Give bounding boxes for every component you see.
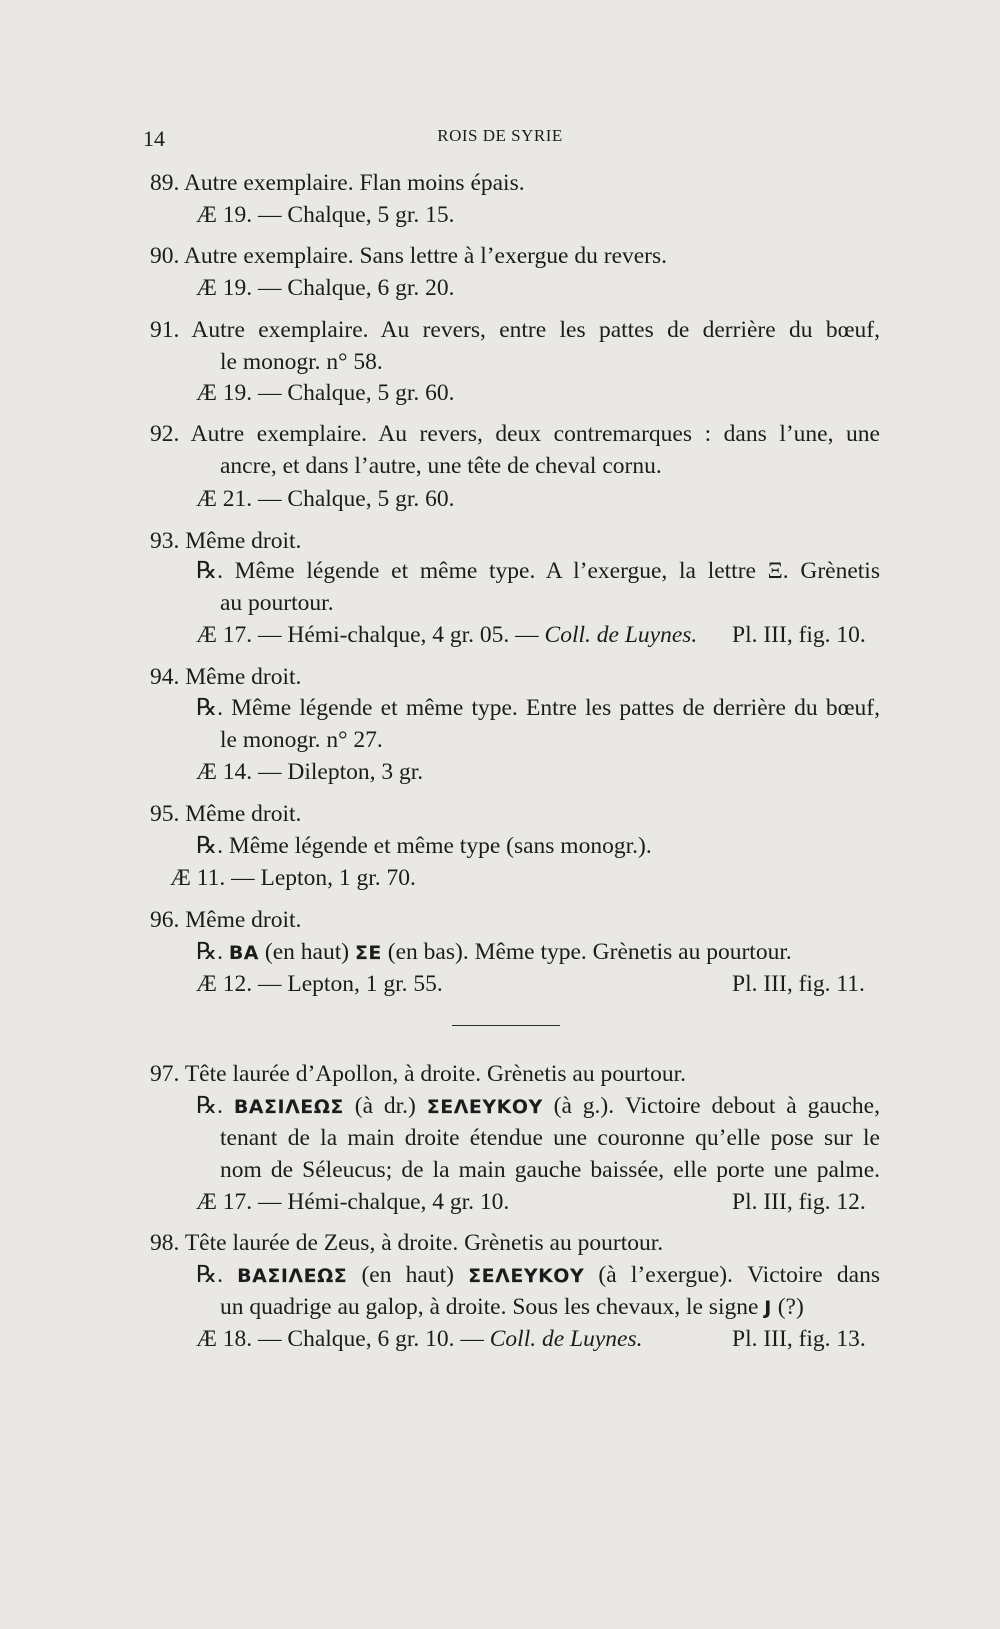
entry-92-line-1: 92. Autre exemplaire. Au revers, deux contremarques : dans l’une, une — [150, 421, 880, 447]
entry-93-line-3: au pourtour. — [220, 590, 334, 616]
entry-98-weight: Æ 18. — Chalque, 6 gr. 10. — — [196, 1326, 490, 1352]
entry-97-line-3: tenant de la main droite étendue une couronne qu’elle pose sur le — [220, 1125, 880, 1151]
entry-91-line-3: Æ 19. — Chalque, 5 gr. 60. — [196, 380, 455, 406]
entry-98-collection: Coll. de Luynes. — [489, 1326, 643, 1352]
entry-92-line-2: ancre, et dans l’autre, une tête de cheval cornu. — [220, 453, 662, 479]
entry-94-line-4: Æ 14. — Dilepton, 3 gr. — [196, 759, 424, 785]
entry-93-collection: Coll. de Luynes. — [544, 622, 698, 648]
entry-98-query: (?) — [771, 1294, 804, 1320]
entry-97-description: (à g.). Victoire debout à gauche, — [542, 1093, 880, 1119]
greek-legend: ΣΕΛΕΥΚΟΥ — [468, 1265, 585, 1287]
greek-legend: ΒΑΣΙΛΕΩΣ — [233, 1096, 344, 1118]
greek-legend: ΣΕΛΕΥΚΟΥ — [426, 1096, 543, 1118]
entry-94-line-2: ℞. Même légende et même type. Entre les pattes de derrière du bœuf, — [196, 695, 880, 721]
entry-93-line-4 — [196, 620, 697, 650]
running-title: ROIS DE SYRIE — [437, 126, 563, 145]
entry-97-line-2 — [196, 1091, 880, 1122]
entry-97-plate-ref: Pl. III, fig. 12. — [732, 1189, 866, 1215]
entry-96-description: (en bas). Même type. Grènetis au pourtour. — [381, 939, 792, 965]
entry-93-line-1: 93. Même droit. — [150, 528, 302, 554]
greek-legend: ΒΑ — [228, 942, 260, 964]
entry-98-line-3 — [220, 1292, 804, 1323]
entry-94-line-1: 94. Même droit. — [150, 664, 302, 690]
entry-95-line-2: ℞. Même légende et même type (sans monogr.). — [196, 833, 652, 859]
entry-91-line-2: le monogr. n° 58. — [220, 349, 383, 375]
reverse-symbol: ℞. — [196, 1093, 234, 1119]
entry-93-line-2: ℞. Même légende et même type. A l’exergue, la lettre Ξ. Grènetis — [196, 558, 880, 584]
entry-93-weight: Æ 17. — Hémi-chalque, 4 gr. 05. — — [196, 622, 545, 648]
entry-96-line-1: 96. Même droit. — [150, 907, 302, 933]
entry-93-plate-ref: Pl. III, fig. 10. — [732, 622, 866, 648]
legend-position: (en haut) — [259, 939, 355, 965]
entry-90-line-1: 90. Autre exemplaire. Sans lettre à l’exergue du revers. — [150, 243, 668, 269]
legend-position: (à dr.) — [343, 1093, 427, 1119]
entry-98-line-2 — [196, 1260, 880, 1291]
reverse-symbol: ℞. — [196, 1262, 238, 1288]
page-number: 14 — [143, 126, 165, 151]
entry-95-line-3: Æ 11. — Lepton, 1 gr. 70. — [170, 865, 416, 891]
entry-94-line-3: le monogr. n° 27. — [220, 727, 383, 753]
entry-98-plate-ref: Pl. III, fig. 13. — [732, 1326, 866, 1352]
entry-97-line-5: Æ 17. — Hémi-chalque, 4 gr. 10. — [196, 1189, 510, 1215]
entry-98-line-1: 98. Tête laurée de Zeus, à droite. Grènetis au pourtour. — [150, 1230, 664, 1256]
entry-90-line-2: Æ 19. — Chalque, 6 gr. 20. — [196, 275, 455, 301]
entry-95-line-1: 95. Même droit. — [150, 801, 302, 827]
entry-89-line-1: 89. Autre exemplaire. Flan moins épais. — [150, 170, 525, 196]
greek-legend: ΣΕ — [354, 942, 382, 964]
entry-98-description: un quadrige au galop, à droite. Sous les chevaux, le signe — [220, 1294, 765, 1320]
entry-92-line-3: Æ 21. — Chalque, 5 gr. 60. — [196, 486, 455, 512]
section-divider — [452, 1025, 560, 1026]
entry-91-line-1: 91. Autre exemplaire. Au revers, entre les pattes de derrière du bœuf, — [150, 317, 880, 343]
entry-98-description: (à l’exergue). Victoire dans — [584, 1262, 880, 1288]
entry-96-line-3: Æ 12. — Lepton, 1 gr. 55. — [196, 971, 443, 997]
entry-97-line-4: nom de Séleucus; de la main gauche baissée, elle porte une palme. — [220, 1157, 880, 1183]
entry-96-line-2 — [196, 937, 792, 968]
entry-98-line-4 — [196, 1324, 643, 1354]
entry-89-line-2: Æ 19. — Chalque, 5 gr. 15. — [196, 202, 455, 228]
sign-letter: J — [764, 1297, 772, 1319]
reverse-symbol: ℞. — [196, 939, 229, 965]
entry-97-line-1: 97. Tête laurée d’Apollon, à droite. Grènetis au pourtour. — [150, 1061, 686, 1087]
greek-legend: ΒΑΣΙΛΕΩΣ — [237, 1265, 348, 1287]
entry-96-plate-ref: Pl. III, fig. 11. — [732, 971, 865, 997]
legend-position: (en haut) — [347, 1262, 469, 1288]
